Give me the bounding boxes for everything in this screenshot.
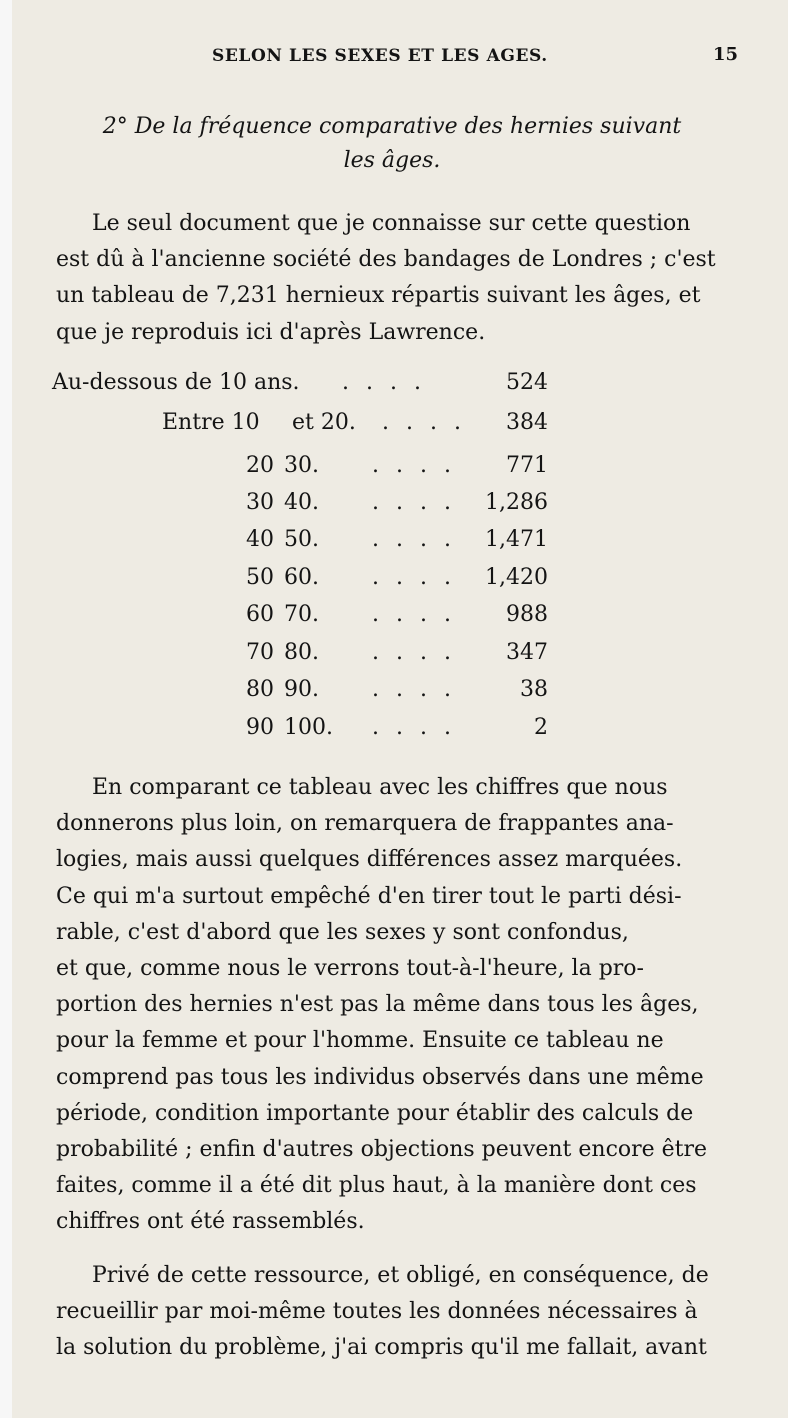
row-to: 70. bbox=[284, 602, 319, 627]
row-to: et 20. bbox=[292, 410, 356, 435]
text-line: logies, mais aussi quelques différences assez marquées. bbox=[56, 847, 683, 873]
row-to: 90. bbox=[284, 677, 319, 702]
section-title-line: les âges. bbox=[343, 148, 441, 173]
row-value: 771 bbox=[506, 453, 548, 478]
leader-dots: . . . . bbox=[372, 490, 456, 515]
row-value: 384 bbox=[506, 410, 548, 435]
row-to: 100. bbox=[284, 715, 333, 740]
text-line: période, condition importante pour établir des calculs de bbox=[56, 1100, 694, 1126]
text-line: Le seul document que je connaisse sur cette question bbox=[92, 211, 691, 236]
leader-dots: . . . . bbox=[342, 370, 426, 395]
leader-dots: . . . . bbox=[372, 715, 456, 740]
text-line: rable, c'est d'abord que les sexes y sont confondus, bbox=[56, 919, 629, 945]
section-title-line: 2° De la fréquence comparative des hernies suivant bbox=[102, 114, 682, 139]
row-from: Entre 10 bbox=[162, 410, 260, 435]
text-line: Ce qui m'a surtout empêché d'en tirer tout le parti dési- bbox=[56, 883, 682, 909]
row-value: 1,286 bbox=[485, 490, 548, 515]
page-margin bbox=[0, 0, 12, 1418]
table-row bbox=[12, 677, 788, 711]
text-line: faites, comme il a été dit plus haut, à la manière dont ces bbox=[56, 1173, 697, 1199]
row-from: 60 bbox=[246, 602, 274, 627]
leader-dots: . . . . bbox=[382, 410, 466, 435]
row-from: 30 bbox=[246, 490, 274, 515]
row-from: 50 bbox=[246, 565, 274, 590]
leader-dots: . . . . bbox=[372, 565, 456, 590]
row-to: 40. bbox=[284, 490, 319, 515]
book-page bbox=[12, 0, 788, 1418]
leader-dots: . . . . bbox=[372, 677, 456, 702]
text-line: pour la femme et pour l'homme. Ensuite ce tableau ne bbox=[56, 1028, 664, 1054]
section-title bbox=[52, 110, 732, 178]
row-from: 40 bbox=[246, 527, 274, 552]
row-to: 60. bbox=[284, 565, 319, 590]
row-value: 524 bbox=[506, 370, 548, 395]
table-row bbox=[12, 715, 788, 749]
table-row bbox=[12, 370, 788, 404]
table-row bbox=[12, 640, 788, 674]
row-to: 80. bbox=[284, 640, 319, 665]
row-label: Au-dessous de 10 ans. bbox=[52, 370, 300, 395]
table-row bbox=[12, 490, 788, 524]
text-line: donnerons plus loin, on remarquera de frappantes ana- bbox=[56, 811, 674, 837]
table-row bbox=[12, 602, 788, 636]
paragraph-continuation bbox=[56, 1258, 758, 1367]
text-line: comprend pas tous les individus observés dans une même bbox=[56, 1064, 704, 1090]
table-row bbox=[12, 410, 788, 444]
text-line: probabilité ; enfin d'autres objections peuvent encore être bbox=[56, 1137, 708, 1163]
text-line: En comparant ce tableau avec les chiffres que nous bbox=[92, 775, 668, 800]
text-line: est dû à l'ancienne société des bandages de Londres ; c'est bbox=[56, 247, 716, 273]
table-row bbox=[12, 527, 788, 561]
text-line: recueillir par moi-même toutes les données nécessaires à bbox=[56, 1299, 698, 1325]
leader-dots: . . . . bbox=[372, 640, 456, 665]
leader-dots: . . . . bbox=[372, 527, 456, 552]
row-value: 1,420 bbox=[485, 565, 548, 590]
table-row bbox=[12, 453, 788, 487]
text-line: portion des hernies n'est pas la même dans tous les âges, bbox=[56, 992, 699, 1018]
row-value: 38 bbox=[520, 677, 548, 702]
row-from: 70 bbox=[246, 640, 274, 665]
row-from: 20 bbox=[246, 453, 274, 478]
row-from: 80 bbox=[246, 677, 274, 702]
text-line: et que, comme nous le verrons tout-à-l'heure, la pro- bbox=[56, 956, 644, 982]
row-from: 90 bbox=[246, 715, 274, 740]
text-line: chiffres ont été rassemblés. bbox=[56, 1209, 365, 1235]
text-line: Privé de cette ressource, et obligé, en conséquence, de bbox=[92, 1263, 709, 1288]
page-number: 15 bbox=[712, 44, 738, 65]
leader-dots: . . . . bbox=[372, 602, 456, 627]
row-value: 2 bbox=[534, 715, 548, 740]
leader-dots: . . . . bbox=[372, 453, 456, 478]
row-to: 30. bbox=[284, 453, 319, 478]
text-line: que je reproduis ici d'après Lawrence. bbox=[56, 319, 486, 345]
table-row bbox=[12, 565, 788, 599]
row-value: 988 bbox=[506, 602, 548, 627]
row-value: 1,471 bbox=[485, 527, 548, 552]
paragraph-comparison bbox=[56, 770, 758, 1241]
text-line: un tableau de 7,231 hernieux répartis suivant les âges, et bbox=[56, 283, 701, 309]
row-value: 347 bbox=[506, 640, 548, 665]
row-to: 50. bbox=[284, 527, 319, 552]
text-line: la solution du problème, j'ai compris qu'il me fallait, avant bbox=[56, 1335, 707, 1361]
age-table bbox=[12, 370, 788, 750]
running-head: SELON LES SEXES ET LES AGES. bbox=[212, 46, 548, 66]
paragraph-intro bbox=[56, 206, 758, 351]
